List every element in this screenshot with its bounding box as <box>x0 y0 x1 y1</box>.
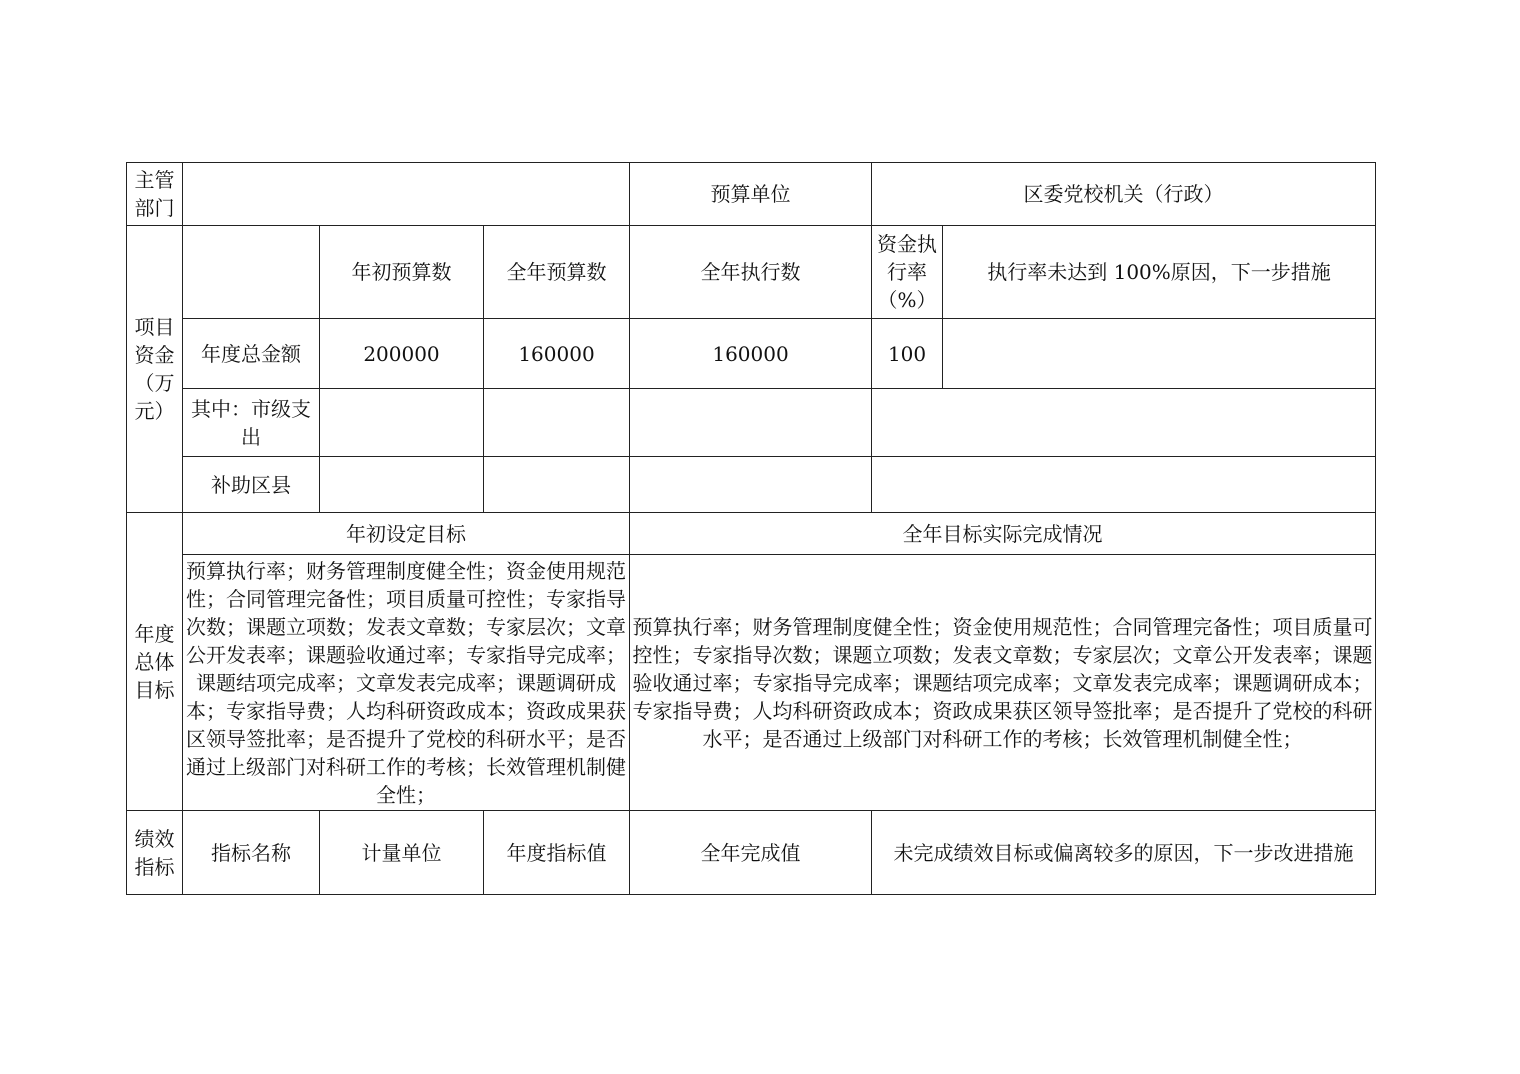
initial-budget-cell <box>320 457 484 513</box>
performance-section-label: 绩效指标 <box>127 811 183 895</box>
reason-cell <box>872 457 1376 513</box>
reason-cell <box>943 319 1376 389</box>
annual-executed-cell <box>630 457 872 513</box>
col-initial-budget: 年初预算数 <box>320 226 484 319</box>
col-unfinished-reason: 未完成绩效目标或偏离较多的原因，下一步改进措施 <box>872 811 1376 895</box>
annual-budget-cell <box>484 457 630 513</box>
col-annual-indicator-value: 年度指标值 <box>484 811 630 895</box>
annual-budget-cell <box>484 389 630 457</box>
execution-rate-cell: 100 <box>872 319 943 389</box>
row-label: 其中：市级支出 <box>183 389 320 457</box>
annual-budget-cell: 160000 <box>484 319 630 389</box>
actual-goals-header: 全年目标实际完成情况 <box>630 513 1376 555</box>
table-row <box>127 457 1376 513</box>
annual-executed-cell: 160000 <box>630 319 872 389</box>
annual-executed-cell <box>630 389 872 457</box>
reason-cell <box>872 389 1376 457</box>
col-annual-budget: 全年预算数 <box>484 226 630 319</box>
initial-budget-cell <box>320 389 484 457</box>
initial-budget-cell: 200000 <box>320 319 484 389</box>
row-label: 补助区县 <box>183 457 320 513</box>
col-execution-rate: 资金执行率（%） <box>872 226 943 319</box>
col-completed-value: 全年完成值 <box>630 811 872 895</box>
supervisor-label: 主管部门 <box>127 163 183 226</box>
supervisor-value <box>183 163 630 226</box>
table-row <box>127 389 1376 457</box>
initial-goals-header: 年初设定目标 <box>183 513 630 555</box>
budget-unit-value: 区委党校机关（行政） <box>872 163 1376 226</box>
col-indicator-name: 指标名称 <box>183 811 320 895</box>
budget-unit-label: 预算单位 <box>630 163 872 226</box>
goals-section-label: 年度总体目标 <box>127 513 183 811</box>
performance-evaluation-table <box>126 162 1376 895</box>
col-annual-executed: 全年执行数 <box>630 226 872 319</box>
actual-goals-text: 预算执行率；财务管理制度健全性；资金使用规范性；合同管理完备性；项目质量可控性；专家指导次数；课题立项数；发表文章数；专家层次；文章公开发表率；课题验收通过率；专家指导完成率；课题结项完成率；文章发表完成率；课题调研成本；专家指导费；人均科研资政成本；资政成果获区领导签批率；是否提升了党校的科研水平；是否通过上级部门对科研工作的考核；长效管理机制健全性； <box>630 555 1376 811</box>
row-label: 年度总金额 <box>183 319 320 389</box>
funds-header-blank <box>183 226 320 319</box>
col-measure-unit: 计量单位 <box>320 811 484 895</box>
initial-goals-text: 预算执行率；财务管理制度健全性；资金使用规范性；合同管理完备性；项目质量可控性；专家指导次数；课题立项数；发表文章数；专家层次；文章公开发表率；课题验收通过率；专家指导完成率；课题结项完成率；文章发表完成率；课题调研成本；专家指导费；人均科研资政成本；资政成果获区领导签批率；是否提升了党校的科研水平；是否通过上级部门对科研工作的考核；长效管理机制健全性； <box>183 555 630 811</box>
col-reason: 执行率未达到 100%原因，下一步措施 <box>943 226 1376 319</box>
funds-section-label: 项目资金（万元） <box>127 226 183 513</box>
table-row <box>127 319 1376 389</box>
